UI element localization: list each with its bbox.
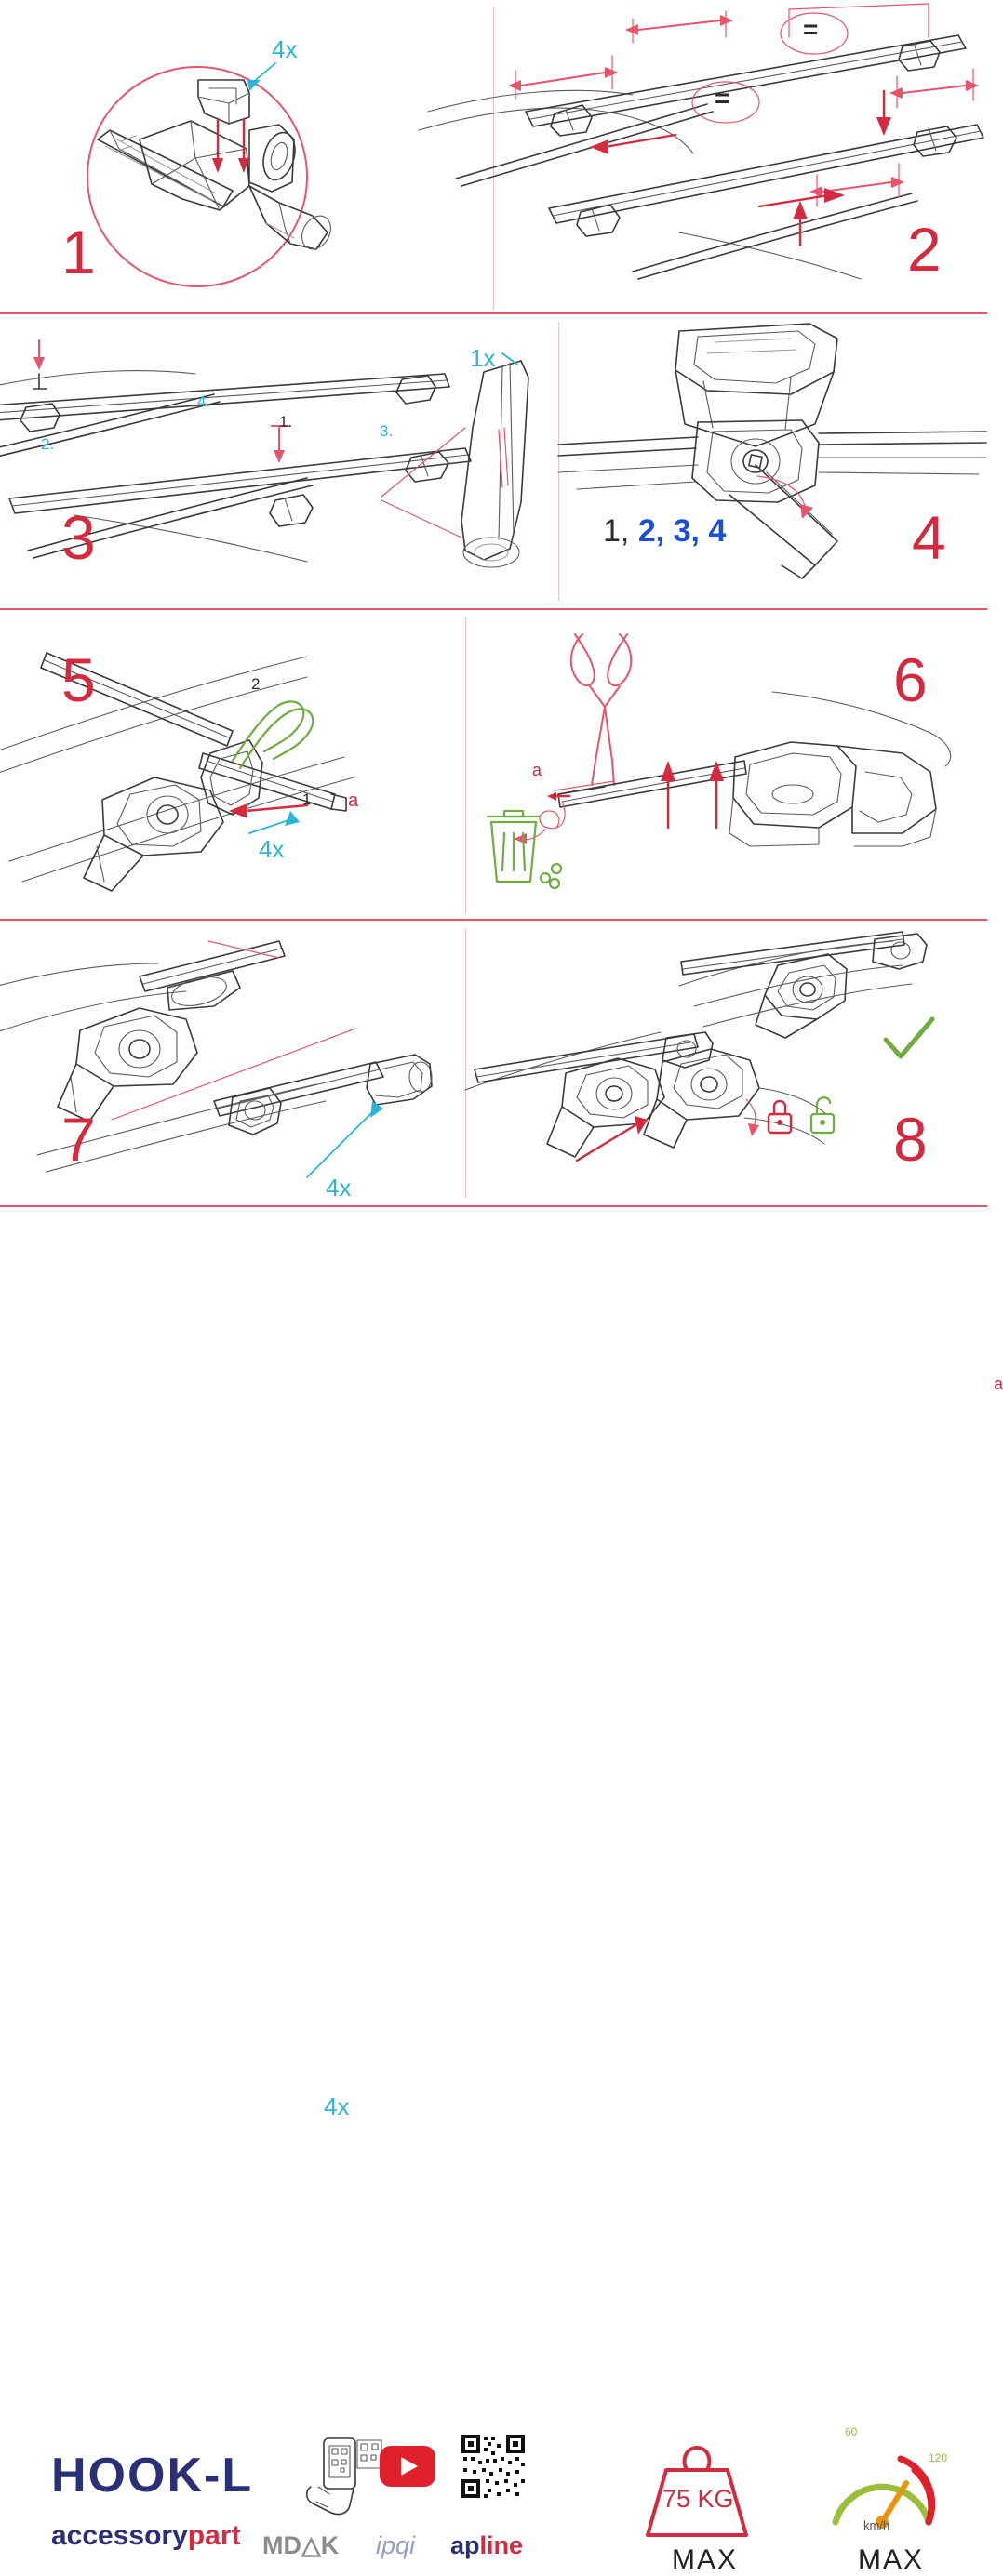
speed-limit-label: MAX xyxy=(858,2544,925,2575)
unlocked-icon xyxy=(811,1097,834,1133)
step-5-callout-a: a xyxy=(348,790,359,811)
step-5-quantity-label: 4x xyxy=(259,835,285,863)
section-divider xyxy=(0,312,987,314)
sequence-item-1: 1, xyxy=(603,513,630,549)
step-2-equals-marker-1: = xyxy=(803,15,819,44)
phone-qr-scan-icon xyxy=(300,2435,389,2520)
weight-limit-value: 75 KG xyxy=(662,2485,734,2513)
gauge-unit-label: km/h xyxy=(863,2518,890,2532)
apline-prefix: ap xyxy=(450,2531,480,2559)
step-3-callout-1: 1. xyxy=(279,413,293,431)
step-2-panel xyxy=(493,0,987,312)
step-4-sequence xyxy=(603,513,726,550)
section-divider xyxy=(0,608,987,610)
mdak-prefix: MD xyxy=(262,2531,301,2559)
step-2-number: 2 xyxy=(907,215,943,284)
step-4-number: 4 xyxy=(912,503,947,572)
step-1-quantity-label: 4x xyxy=(272,35,298,63)
step-1-number: 1 xyxy=(61,218,97,286)
brand-suffix: part xyxy=(187,2520,241,2551)
sequence-item-4: 4 xyxy=(708,513,727,549)
partner-logo-apline xyxy=(450,2531,523,2560)
step-4-panel xyxy=(558,316,987,608)
step-2-equals-marker-2: = xyxy=(715,84,730,113)
step-5-callout-2: 2 xyxy=(251,675,261,693)
brand-prefix: accessory xyxy=(51,2520,188,2551)
gauge-tick-120: 120 xyxy=(929,2451,948,2464)
step-3-number: 3 xyxy=(61,503,97,572)
step-6-callout-a: a xyxy=(994,1374,1003,1393)
step-7-panel xyxy=(0,923,465,2120)
step-3-callout-3: 3. xyxy=(380,422,394,440)
locked-icon xyxy=(769,1101,791,1133)
step-3-panel xyxy=(0,316,558,608)
sequence-item-3: 3, xyxy=(673,513,700,549)
step-3-callout-2: 2. xyxy=(41,435,55,453)
mdak-middle: △ xyxy=(301,2531,321,2559)
sequence-item-2: 2, xyxy=(637,513,665,549)
step-7-quantity-label: 4x xyxy=(324,2092,350,2120)
step-7-quantity-text: 4x xyxy=(326,1174,352,1202)
step-3-callout-4: 4. xyxy=(197,392,211,410)
gauge-tick-60: 60 xyxy=(845,2425,858,2438)
step-1-panel xyxy=(0,0,493,312)
section-divider xyxy=(0,919,987,921)
youtube-icon[interactable] xyxy=(380,2446,435,2487)
brand-logo xyxy=(51,2520,240,2552)
step-7-number: 7 xyxy=(61,1105,97,1174)
weight-limit-label: MAX xyxy=(672,2544,739,2575)
step-5-callout-1: 1 xyxy=(302,790,312,808)
step-6-panel xyxy=(465,612,1003,1393)
mdak-suffix: K xyxy=(320,2531,340,2559)
step-6-number: 6 xyxy=(893,645,929,714)
partner-logo-mdak xyxy=(262,2531,339,2560)
step-5-panel xyxy=(0,612,465,917)
step-8-panel xyxy=(465,923,987,1205)
apline-suffix: line xyxy=(479,2531,524,2559)
product-title: HOOK-L xyxy=(51,2449,254,2503)
qr-code-icon[interactable] xyxy=(460,2433,527,2500)
step-6-callout-a-label: a xyxy=(532,761,542,779)
section-divider xyxy=(0,1205,987,1207)
step-5-number: 5 xyxy=(61,645,97,714)
step-8-number: 8 xyxy=(893,1105,929,1174)
partner-logo-ipqi: ipqi xyxy=(376,2531,416,2559)
step-3-quantity-label: 1x xyxy=(470,344,496,372)
